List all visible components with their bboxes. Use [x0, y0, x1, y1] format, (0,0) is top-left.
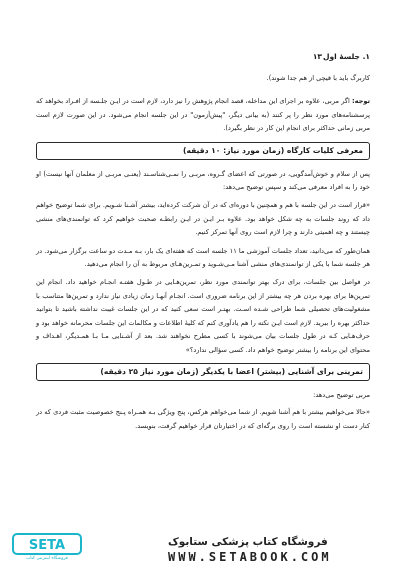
book-page [36, 0, 370, 576]
section-heading-workshop-overview: معرفی کلیات کارگاه (زمان مورد نیاز: ۱۰ دقیقه) [36, 142, 370, 160]
body-text [36, 72, 370, 438]
logo-text: SETA [28, 538, 66, 553]
paragraph: پس از سلام و خوش‌آمدگویی، در صورتی که اعضای گـروه، مربـی را نمـی‌شناسـند (یعنـی مربـی از معلمان آنها نیست) او خود را به افراد معرفی می‌کند و سپس توضیح می‌دهد: [36, 169, 370, 192]
page-number: ۱۳ [312, 52, 322, 61]
paragraph: «حالا می‌خواهیم بیشتر با هم آشنا شویم. از شما می‌خواهم هرکس، پنج ویژگی بـه همـراه پـنج خصوصیت مثبت فردی که در کنار دست او نشسته است را روی برگه‌ای که در اختیارتان قرار خواهیم گرفت، بنویسد. [36, 408, 370, 430]
store-logo [12, 532, 82, 566]
chapter-title: ۱. جلسۀ اول [322, 52, 370, 61]
store-info [168, 536, 378, 564]
running-header [36, 52, 370, 64]
paragraph: مربی توضیح می‌دهد: [313, 390, 370, 399]
logo-tagline: فروشگاه اینترنتی کتاب [26, 556, 68, 561]
paragraph: در فواصل بین جلسات، برای درک بهتر توانمندی مورد نظر، تمرین‌هـایی در طـول هفتـه انجـام خواهید داد. انجام این تمرین‌ها برای بهره بردن هر چه بیشتر از این برنامه ضروری است. انجـام آنهـا زمان زیادی نیاز ندارد و تمرین‌ها متناسب با مشغولیت‌های تحصیلی شما طراحی شـده اسـت. بهتـر است سعی کنید که در این جلسات غیبت نداشته باشید تا بتوانید حداکثر بهره را ببرید. لازم است ایـن نکته را هم یادآوری کنم که کلیۀ اطلاعات و مکالمات این جلسات محرمانه خواهد بود و حرف‌هـایی کـه در طول جلسات بیان می‌شوند با کسی مطرح نخواهند شد. بعد از آشـنایی مـا بـا همـدیگر، اهـداف و محتوای این برنامه را بیشتر توضیح خواهم داد. کسی سؤالی ندارد؟» [36, 278, 370, 354]
paragraph: «قرار است در این جلسه با هم و همچنین با دوره‌ای که در آن شرکت کرده‌اید، بیشتر آشـنا شـویم. برای شما توضیح خواهم داد که روند جلسات به چه شکل خواهد بود. علاوه بـر ایـن در ایـن رابطـه صحبت خواهیم کرد که توانمندی‌های منشی چیستند و چه اهمیتی دارند و چرا لازم است روی آنها تمرکز کنیم. [36, 201, 370, 237]
paragraph: همان‌طور که می‌دانید، تعداد جلسات آموزشی ما ۱۱ جلسه است که هفته‌ای یک بار، بـه مـدت دو ساعت برگزار می‌شود. در هر جلسه شما با یکی از توانمندی‌های منشی آشنا مـی‌شـوید و تمـرین‌هـای مربوط به آن را انجام می‌دهید. [36, 246, 371, 269]
note-paragraph [36, 95, 370, 135]
note-text: اگر مربی، علاوه بر اجرای این مداخله، قصد انجام پژوهش را نیز دارد، لازم است در ایـن جلـسه از افـراد بخواهد که پرسشنامه‌های مورد نظر را پر کنند (به بیانی دیگر، "پیش‌آزمون" در این جلسه انجام می‌شود. در این صورت لازم است مربی زمانی حداکثر برای انجام این کار در نظر بگیرد). [36, 97, 370, 133]
store-url[interactable]: WWW.SETABOOK.COM [168, 550, 332, 564]
footer-watermark [0, 524, 400, 576]
note-label: توجه: [352, 97, 370, 106]
section-heading-introduction-exercise: تمرینی برای آشنایی (بیشتر) اعضا با یکدیگر (زمان مورد نیاز ۲۵ دقیقه) [36, 363, 370, 381]
paragraph: کاربرگ باید با قیچی از هم جدا شوند). [266, 74, 370, 82]
seta-logo-icon [12, 532, 82, 556]
store-name: فروشگاه کتاب پزشکی ستابوک [168, 536, 328, 548]
